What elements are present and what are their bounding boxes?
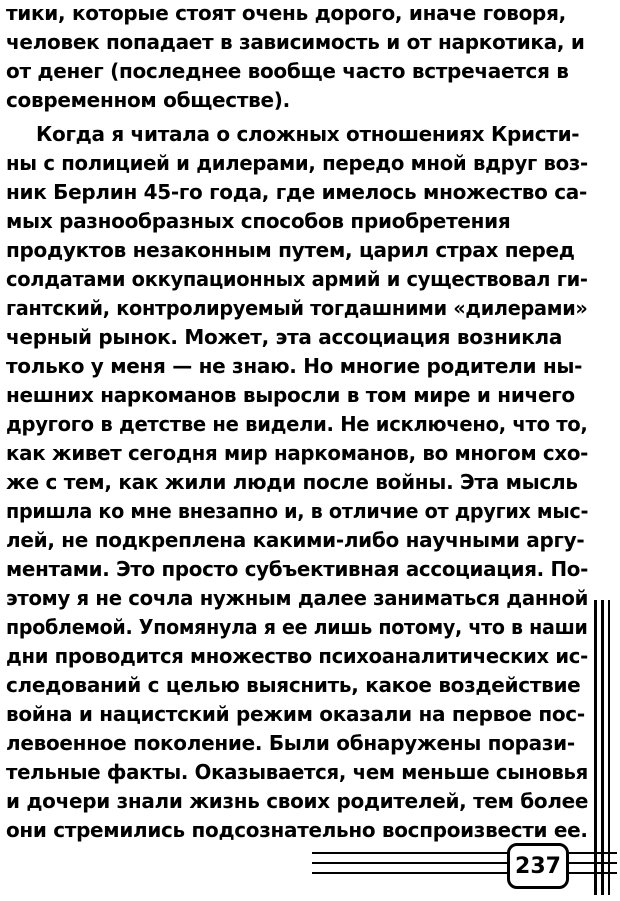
margin-rule — [594, 600, 597, 895]
footer-rule — [312, 872, 508, 874]
text-line: тики, которые стоят очень дорого, иначе говоря, — [6, 1, 566, 25]
text-line: нешних наркоманов выросли в том мире и ничего — [6, 383, 575, 407]
text-line: Когда я читала о сложных отношениях Кристи- — [36, 122, 580, 146]
text-line: солдатами оккупационных армий и существовал ги- — [6, 267, 588, 291]
text-line: война и нацистский режим оказали на первое пос- — [6, 702, 585, 726]
margin-rule — [601, 600, 604, 895]
text-line: мых разнообразных способов приобретения — [6, 209, 511, 233]
text-line: ник Берлин 45-го года, где имелось множество са- — [6, 180, 587, 204]
text-line: черный рынок. Может, эта ассоциация возникла — [6, 325, 563, 349]
text-line: другого в детстве не видели. Не исключено, что то, — [6, 412, 588, 436]
text-line: дни проводится множество психоаналитических ис- — [6, 644, 588, 668]
text-line: этому я не сочла нужным далее заниматься данной — [6, 586, 589, 610]
text-line: пришла ко мне внезапно и, в отличие от других мыс- — [6, 499, 589, 523]
footer-rule — [569, 872, 617, 874]
text-line: лей, не подкреплена какими-либо научными аргу- — [6, 528, 585, 552]
text-line: ны с полицией и дилерами, передо мной вдруг воз- — [6, 151, 588, 175]
text-line: продуктов незаконным путем, царил страх перед — [6, 238, 575, 262]
margin-rule — [608, 600, 610, 895]
footer-rule — [569, 852, 617, 854]
text-line: и дочери знали жизнь своих родителей, тем более — [6, 789, 589, 813]
text-line: человек попадает в зависимость и от наркотика, и — [6, 30, 585, 54]
text-line: же с тем, как жили люди после войны. Эта мысль — [6, 470, 578, 494]
text-line: ментами. Это просто субъективная ассоциация. По- — [6, 557, 589, 581]
footer-rule — [569, 862, 617, 864]
text-line: они стремились подсознательно воспроизвести ее. — [6, 818, 588, 842]
footer-rule — [312, 862, 508, 864]
text-line: проблемой. Упомянула я ее лишь потому, что в наши — [6, 615, 588, 639]
footer-rule — [312, 852, 508, 854]
text-line: следований с целью выяснить, какое воздействие — [6, 673, 581, 697]
text-line: от денег (последнее вообще часто встречается в — [6, 59, 569, 83]
text-line: гантский, контролируемый тогдашними «дилерами» — [6, 296, 588, 320]
text-line: современном обществе). — [6, 88, 290, 112]
text-line: левоенное поколение. Были обнаружены порази- — [6, 731, 575, 755]
text-line: как живет сегодня мир наркоманов, во многом схо- — [6, 441, 589, 465]
text-line: только у меня — не знаю. Но многие родители ны- — [6, 354, 583, 378]
page-number: 237 — [507, 843, 569, 889]
text-line: тельные факты. Оказывается, чем меньше сыновья — [6, 760, 589, 784]
